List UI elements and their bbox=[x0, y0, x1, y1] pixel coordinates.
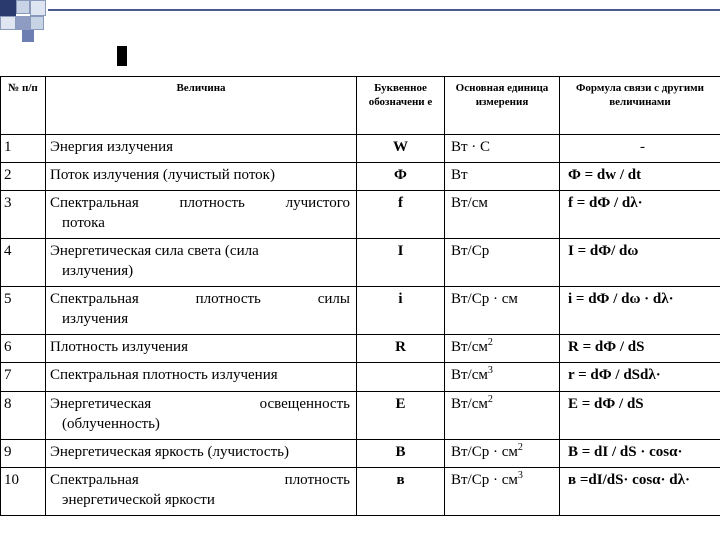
header-formula: Формула связи с другими величинами bbox=[560, 77, 720, 135]
row-symbol: i bbox=[357, 287, 445, 335]
row-name bbox=[46, 335, 357, 363]
header-divider bbox=[48, 9, 720, 11]
row-unit-text: Вт · С bbox=[451, 139, 491, 155]
row-name-line1: Спектральная плотность лучистого bbox=[50, 195, 350, 211]
row-name bbox=[46, 287, 357, 335]
row-unit bbox=[445, 239, 560, 287]
row-unit-text: Вт/см bbox=[451, 367, 488, 383]
row-formula: r = dФ / dSdλ· bbox=[560, 363, 720, 392]
row-num: 8 bbox=[1, 392, 46, 440]
row-unit bbox=[445, 163, 560, 191]
row-name-line1: Поток излучения (лучистый поток) bbox=[50, 167, 275, 183]
row-unit bbox=[445, 135, 560, 163]
row-num: 5 bbox=[1, 287, 46, 335]
row-name-line2: потока bbox=[62, 215, 105, 231]
row-formula: в =dI/dS· cosα· dλ· bbox=[560, 468, 720, 516]
row-unit-text: Вт/см bbox=[451, 396, 488, 412]
row-name bbox=[46, 239, 357, 287]
row-num: 1 bbox=[1, 135, 46, 163]
row-name-line1: Спектральная плотность силы bbox=[50, 291, 350, 307]
row-formula: Ф = dw / dt bbox=[560, 163, 720, 191]
row-unit bbox=[445, 440, 560, 468]
row-unit-text: Вт/Ср bbox=[451, 243, 490, 259]
row-symbol: E bbox=[357, 392, 445, 440]
row-symbol: B bbox=[357, 440, 445, 468]
row-num: 6 bbox=[1, 335, 46, 363]
table-row bbox=[1, 440, 720, 468]
row-unit-exponent: 3 bbox=[487, 365, 493, 376]
row-formula: i = dФ / dω · dλ· bbox=[560, 287, 720, 335]
row-name bbox=[46, 163, 357, 191]
decor-square bbox=[22, 30, 34, 42]
header-symbol: Буквенное обозначени е bbox=[357, 77, 445, 135]
row-symbol bbox=[357, 363, 445, 392]
row-name bbox=[46, 363, 357, 392]
table-header-row bbox=[1, 77, 720, 135]
header-name: Величина bbox=[46, 77, 357, 135]
row-name-line1: Спектральная плотность bbox=[50, 472, 350, 488]
row-name-line2: излучения) bbox=[62, 263, 134, 279]
row-formula: I = dФ/ dω bbox=[560, 239, 720, 287]
table-row bbox=[1, 392, 720, 440]
row-unit bbox=[445, 363, 560, 392]
row-name-line2: энергетической яркости bbox=[62, 492, 215, 508]
row-unit-exponent: 2 bbox=[487, 337, 493, 348]
row-formula: R = dФ / dS bbox=[560, 335, 720, 363]
row-symbol: f bbox=[357, 191, 445, 239]
row-symbol: Ф bbox=[357, 163, 445, 191]
quantities-table bbox=[0, 76, 720, 516]
header-unit: Основная единица измерения bbox=[445, 77, 560, 135]
row-num: 2 bbox=[1, 163, 46, 191]
row-name-line1: Энергетическая яркость (лучистость) bbox=[50, 444, 289, 460]
row-formula: B = dI / dS · cosα· bbox=[560, 440, 720, 468]
row-unit-text: Вт bbox=[451, 167, 468, 183]
decor-square bbox=[0, 16, 16, 30]
row-name-line2: (облученность) bbox=[62, 416, 160, 432]
row-symbol: R bbox=[357, 335, 445, 363]
row-name bbox=[46, 135, 357, 163]
row-name bbox=[46, 392, 357, 440]
row-unit-text: Вт/Ср · см bbox=[451, 472, 518, 488]
row-name bbox=[46, 191, 357, 239]
row-unit-exponent: 2 bbox=[487, 394, 493, 405]
row-num: 10 bbox=[1, 468, 46, 516]
row-name-line1: Энергетическая сила света (сила bbox=[50, 243, 259, 259]
decor-square bbox=[16, 16, 30, 30]
row-num: 4 bbox=[1, 239, 46, 287]
decor-square bbox=[30, 16, 44, 30]
row-unit-text: Вт/см bbox=[451, 339, 488, 355]
table-row bbox=[1, 239, 720, 287]
row-unit bbox=[445, 191, 560, 239]
row-name bbox=[46, 440, 357, 468]
decor-square bbox=[30, 0, 46, 16]
header-num: № п/п bbox=[1, 77, 46, 135]
row-name-line1: Спектральная плотность излучения bbox=[50, 367, 278, 383]
row-symbol: в bbox=[357, 468, 445, 516]
row-name-line1: Плотность излучения bbox=[50, 339, 188, 355]
table-row bbox=[1, 163, 720, 191]
table-row bbox=[1, 191, 720, 239]
row-unit bbox=[445, 287, 560, 335]
table-row bbox=[1, 468, 720, 516]
row-unit-exponent: 2 bbox=[517, 442, 523, 453]
row-formula: f = dФ / dλ· bbox=[560, 191, 720, 239]
table-row bbox=[1, 363, 720, 392]
row-num: 3 bbox=[1, 191, 46, 239]
table-row bbox=[1, 287, 720, 335]
table-row bbox=[1, 135, 720, 163]
row-symbol: I bbox=[357, 239, 445, 287]
row-unit bbox=[445, 392, 560, 440]
row-symbol: W bbox=[357, 135, 445, 163]
decor-square bbox=[0, 0, 16, 16]
row-formula: E = dФ / dS bbox=[560, 392, 720, 440]
row-name-line2: излучения bbox=[62, 311, 129, 327]
row-unit-text: Вт/см bbox=[451, 195, 488, 211]
row-num: 9 bbox=[1, 440, 46, 468]
title-bullet bbox=[117, 46, 127, 66]
row-unit bbox=[445, 468, 560, 516]
row-formula: - bbox=[560, 135, 720, 163]
row-name-line1: Энергия излучения bbox=[50, 139, 174, 155]
row-unit-text: Вт/Ср · см bbox=[451, 444, 518, 460]
decor-square bbox=[16, 0, 30, 14]
row-num: 7 bbox=[1, 363, 46, 392]
row-name bbox=[46, 468, 357, 516]
table-row bbox=[1, 335, 720, 363]
row-unit bbox=[445, 335, 560, 363]
row-unit-text: Вт/Ср · см bbox=[451, 291, 518, 307]
row-unit-exponent: 3 bbox=[517, 470, 523, 481]
row-name-line1: Энергетическая освещенность bbox=[50, 396, 350, 412]
